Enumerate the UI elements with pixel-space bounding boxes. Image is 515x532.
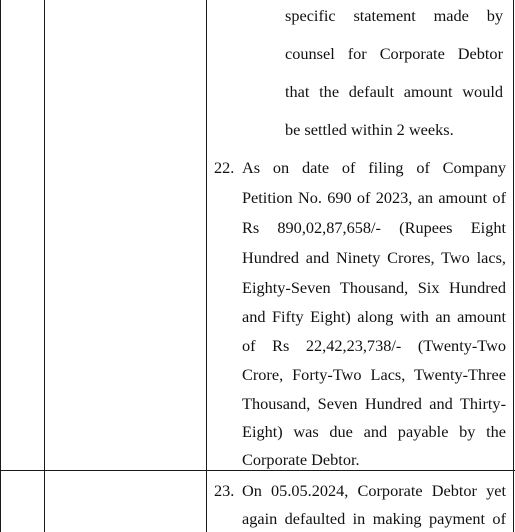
text-line: be settled within 2 weeks. [285,120,454,139]
text-line: of Rs 22,42,23,738/- (Twenty-Two [242,336,506,355]
table-row-divider [0,470,515,471]
point-number: 23. [214,481,235,500]
text-line: Thousand, Seven Hundred and Thirty- [242,394,506,413]
text-line: counsel for Corporate Debtor [285,44,503,63]
text-line: specific statement made by [285,6,503,25]
text-line: that the default amount would [285,82,503,101]
text-line: Rs 890,02,87,658/- (Rupees Eight [242,218,506,237]
text-line: Hundred and Ninety Crores, Two lacs, [242,248,506,267]
table-border-right [513,0,514,532]
table-border-left [0,0,1,532]
text-line: and Fifty Eight) along with an amount [242,307,506,326]
text-line: On 05.05.2024, Corporate Debtor yet [242,481,506,500]
text-line: Eighty-Seven Thousand, Six Hundred [242,278,506,297]
text-line: As on date of filing of Company [242,158,506,177]
table-column-divider-1 [44,0,45,532]
text-line: Crore, Forty-Two Lacs, Twenty-Three [242,365,506,384]
table-column-divider-2 [206,0,207,532]
text-line: Corporate Debtor. [242,450,360,469]
text-line: again defaulted in making payment of [242,509,506,528]
text-line: Petition No. 690 of 2023, an amount of [242,188,506,207]
text-line: Eight) was due and payable by the [242,422,506,441]
point-number: 22. [214,158,235,177]
